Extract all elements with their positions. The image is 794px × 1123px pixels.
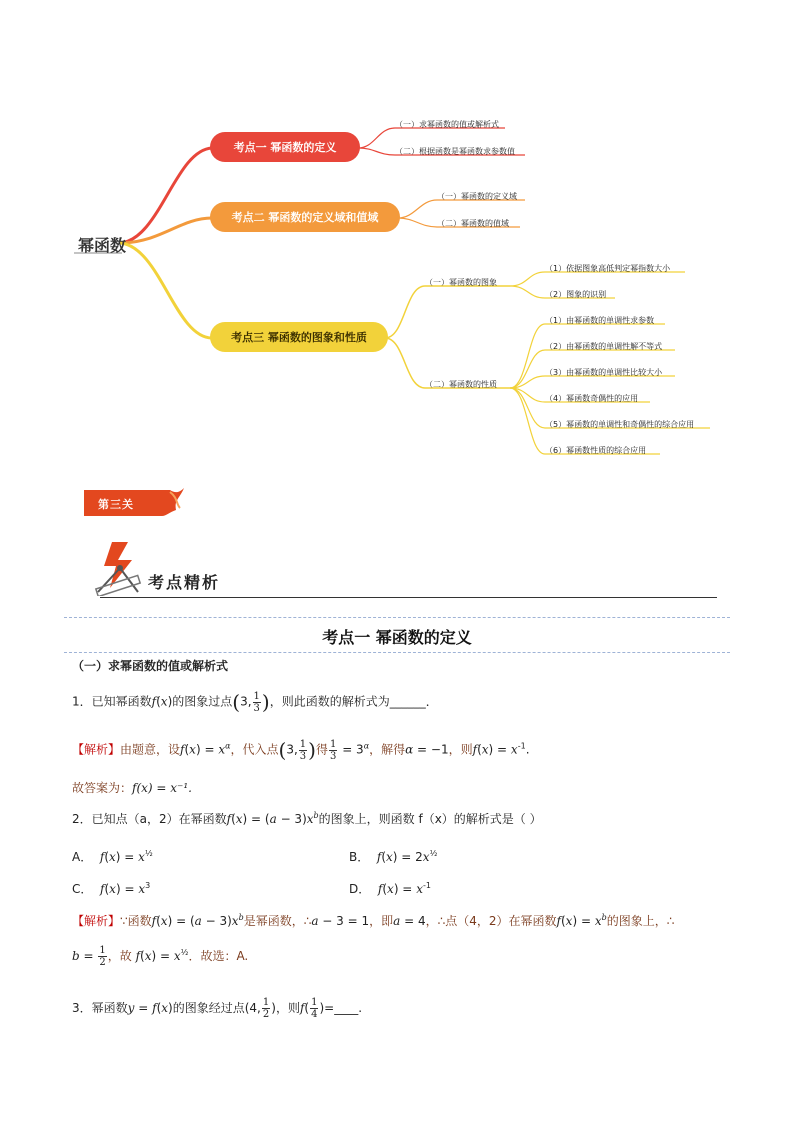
section-header-underline — [100, 597, 717, 598]
q1-prefix: 1．已知幂函数 — [72, 694, 152, 709]
q3-mid2: ，则 — [275, 1001, 300, 1015]
mindmap-group: （一）幂函数的图象 — [425, 278, 497, 287]
subsection-title: （一）求幂函数的值或解析式 — [72, 659, 229, 673]
q1-suffix: ，则此函数的解析式为______． — [269, 694, 438, 709]
mindmap-leaf: （2）由幂函数的单调性解不等式 — [545, 342, 663, 351]
mindmap-leaf: （3）由幂函数的单调性比较大小 — [545, 368, 663, 377]
sol-text: ∵函数 — [120, 914, 152, 928]
mindmap-root: 幂函数 — [78, 236, 127, 255]
sol-text: 由题意，设 — [120, 742, 181, 757]
mindmap-topic-3: 考点三 幂函数的图象和性质 — [210, 322, 388, 352]
sol-text: 的图象上，∴ — [606, 914, 675, 928]
mindmap-leaf: （2）图象的识别 — [545, 290, 607, 299]
solution-tag: 【解析】 — [72, 742, 121, 757]
option-label: B． — [349, 850, 370, 864]
sol-text: ，解得 — [369, 742, 406, 757]
mindmap-leaf: （5）幂函数的单调性和奇偶性的综合应用 — [545, 420, 695, 429]
mindmap-leaf: （二）根据函数是幂函数求参数值 — [395, 147, 515, 156]
mindmap-leaf: （一）幂函数的定义域 — [437, 192, 517, 201]
q1-answer — [72, 779, 192, 796]
mindmap-leaf: （1）由幂函数的单调性求参数 — [545, 316, 655, 325]
mindmap-leaf: （1）依据图象高低判定幂指数大小 — [545, 264, 671, 273]
sol-text: ，即 — [369, 914, 394, 928]
answer-label: 故答案为： — [72, 781, 133, 795]
q2-suffix: 的图象上，则函数 f（x）的解析式是（ ） — [318, 812, 542, 826]
mindmap-topic-1: 考点一 幂函数的定义 — [210, 132, 360, 162]
mindmap-group: （二）幂函数的性质 — [425, 380, 497, 389]
q2-option-a[interactable]: A． $f(x) = x^{\frac{1}{2}}$ — [72, 849, 153, 864]
q3-mid: 的图象经过点 — [172, 1001, 245, 1015]
sol-text: ，∴点（4，2）在幂函数 — [425, 914, 557, 928]
answer-value: f(x) = x⁻¹. — [132, 781, 192, 795]
q2-option-c[interactable]: C． $f(x) = x^3$ — [72, 881, 151, 896]
q3-prefix: 3．幂函数 — [72, 1001, 128, 1015]
level-banner-text: 第三关 — [98, 498, 134, 511]
mindmap-leaf: （二）幂函数的值域 — [437, 219, 509, 228]
mindmap-leaf: （4）幂函数奇偶性的应用 — [545, 394, 639, 403]
question-3: 3．幂函数y = f(x)的图象经过点(4, $\frac{1}{2}$ )，则f( $\frac{1}{4}$ )=____. — [72, 997, 363, 1020]
option-label: C． — [72, 882, 93, 896]
dashed-divider — [64, 652, 730, 653]
sol-text: ．故选：A. — [188, 949, 249, 963]
sol-text: ，则 — [448, 742, 473, 757]
mindmap-leaf: （6）幂函数性质的综合应用 — [545, 446, 647, 455]
option-label: A． — [72, 850, 93, 864]
question-1: 1．已知幂函数f(x)的图象过点(3, $\frac{1}{3}$ )，则此函数的解析式为______． — [72, 690, 438, 714]
option-label: D． — [349, 882, 371, 896]
mindmap-topic-2: 考点二 幂函数的定义域和值域 — [210, 202, 400, 232]
ruler-compass-icon — [92, 538, 144, 596]
q2-option-b[interactable]: B． $f(x) = 2x^{\frac{1}{2}}$ — [349, 849, 438, 864]
section-title: 考点一 幂函数的定义 — [322, 628, 472, 647]
q1-mid: 的图象过点 — [172, 694, 233, 709]
sol-text: 是幂函数，∴ — [243, 914, 312, 928]
sol-text: ，故 — [107, 949, 132, 963]
section-header-title: 考点精析 — [148, 573, 221, 592]
question-2: 2．已知点（a，2）在幂函数$f(x) = (a - 3)x^b$的图象上，则函数 f（x）的解析式是（ ） — [72, 811, 542, 826]
q1-solution: 【解析】由题意，设$f(x) = x^\alpha$，代入点(3, $\frac{1}{3}$ )得 $\frac{1}{3}$ = $3^\alpha$，解得α = −1，则$f(x) = x^{-1}$. — [72, 738, 530, 762]
mindmap-leaf: （一）求幂函数的值或解析式 — [395, 120, 499, 129]
q2-solution: 【解析】∵函数$f(x) = (a - 3)x^b$是幂函数，∴a − 3 = 1，即a = 4，∴点（4，2）在幂函数$f(x) = x^b$的图象上，∴ — [72, 913, 675, 928]
sol-text: 得 — [315, 742, 328, 757]
q2-prefix: 2．已知点（a，2）在幂函数 — [72, 812, 227, 826]
dashed-divider — [64, 617, 730, 618]
sol-text: ，代入点 — [230, 742, 279, 757]
q2-option-d[interactable]: D． $f(x) = x^{-1}$ — [349, 881, 431, 896]
q3-suffix: =____. — [324, 1001, 363, 1015]
solution-tag: 【解析】 — [72, 914, 121, 928]
q2-solution-cont: b = $\frac{1}{2}$ ，故 $f(x) = x^{\frac{1}{2}}$．故选：A. — [72, 945, 249, 968]
